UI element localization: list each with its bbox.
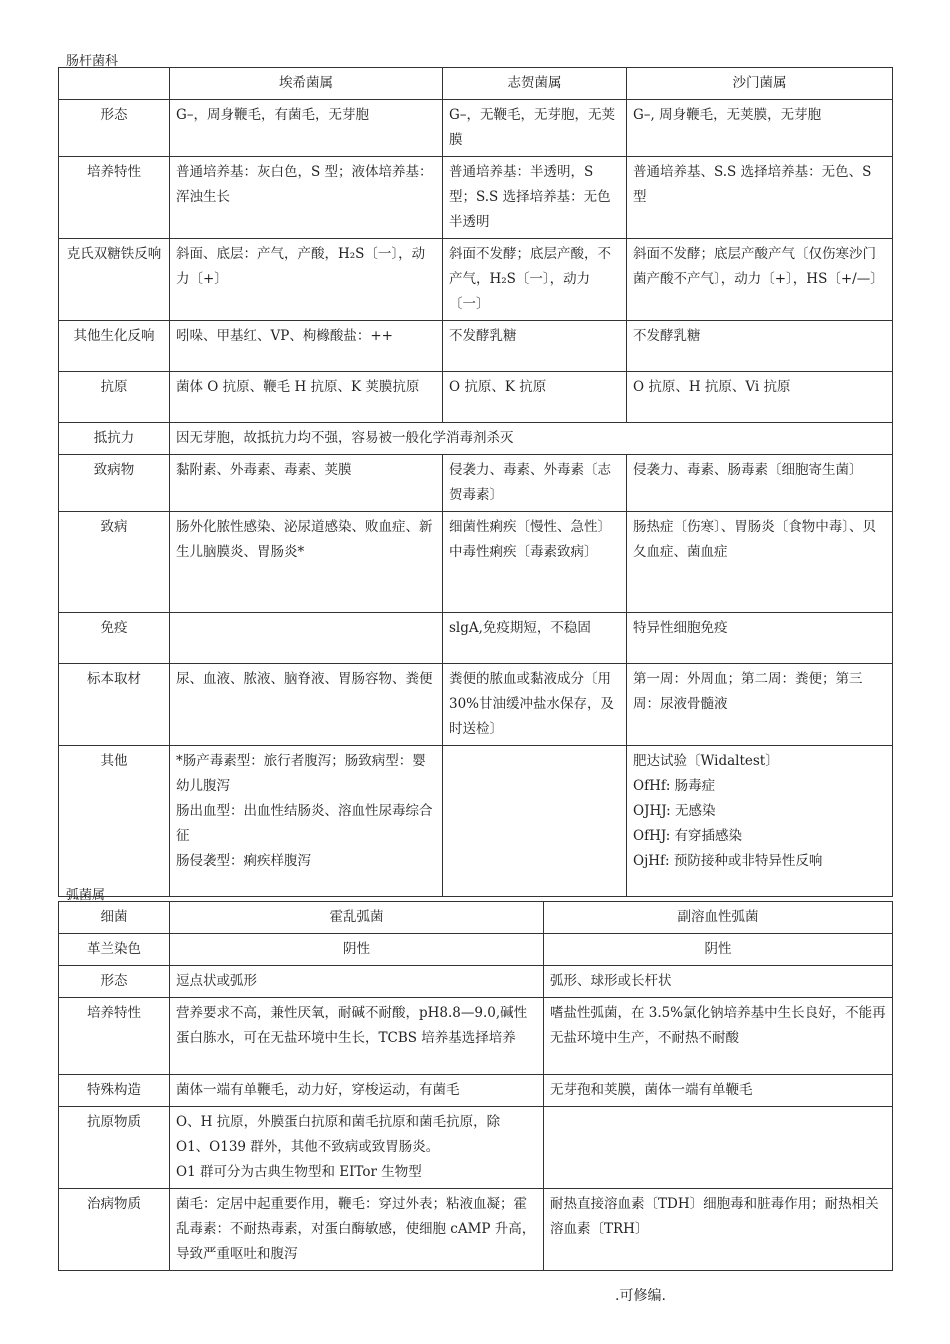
- cell: [627, 372, 893, 423]
- cell-text: *肠产毒素型：旅行者腹泻；肠致病型：婴幼儿腹泻: [176, 753, 426, 794]
- row-label: 标本取材: [59, 664, 170, 746]
- cell-text: OfHJ: 有穿插感染: [633, 828, 743, 844]
- header-vibrio-parahaemolyticus: 副溶血性弧菌: [544, 902, 893, 934]
- row-label: 形态: [59, 966, 170, 998]
- row-label: 其他: [59, 746, 170, 897]
- cell: 菌体一端有单鞭毛，动力好，穿梭运动，有菌毛: [170, 1075, 544, 1107]
- cell-text: 特异性细胞免疫: [633, 620, 728, 636]
- row-label: 抵抗力: [59, 423, 170, 455]
- cell-text: G–, 周身鞭毛，无荚膜，无芽胞: [633, 107, 822, 123]
- cell: [170, 372, 443, 423]
- cell: [170, 664, 443, 746]
- cell: [544, 1107, 893, 1189]
- row-label: 致病物: [59, 455, 170, 512]
- cell-text: 侵袭力、毒素、肠毒素〔细胞寄生菌〕: [633, 462, 863, 478]
- cell-text: 侵袭力、毒素、外毒素〔志贺毒素〕: [449, 462, 611, 503]
- cell: [443, 157, 627, 239]
- cell-text: 普通培养基：半透明，S型；S.S 选择培养基：无色半透明: [449, 164, 611, 230]
- cell: 嗜盐性弧菌，在 3.5%氯化钠培养基中生长良好，不能再无盐环境中生产，不耐热不耐酸: [544, 998, 893, 1075]
- cell: [443, 455, 627, 512]
- cell: [443, 239, 627, 321]
- cell-text: 斜面不发酵；底层产酸产气〔仅伤寒沙门菌产酸不产气〕，动力〔+〕，HS〔+/—〕: [633, 246, 884, 287]
- cell: 阴性: [544, 934, 893, 966]
- cell: [170, 321, 443, 372]
- cell: [627, 512, 893, 613]
- cell: [170, 157, 443, 239]
- cell-text: G–，无鞭毛，无芽胞，无荚膜: [449, 107, 616, 148]
- row-label: 克氏双糖铁反响: [59, 239, 170, 321]
- cell: [443, 100, 627, 157]
- cell-text: OjHf: 预防接种或非特异性反响: [633, 853, 823, 869]
- header-bacteria: 细菌: [59, 902, 170, 934]
- cell-text: O 抗原、K 抗原: [449, 379, 547, 395]
- cell-text: 普通培养基、S.S 选择培养基：无色、S 型: [633, 164, 872, 205]
- cell-text: 尿、血液、脓液、脑脊液、胃肠容物、粪便: [176, 671, 433, 687]
- cell: 无芽孢和荚膜，菌体一端有单鞭毛: [544, 1075, 893, 1107]
- row-label: 致病: [59, 512, 170, 613]
- cell: [627, 455, 893, 512]
- cell: 菌毛：定居中起重要作用，鞭毛：穿过外表；粘液血凝；霍乱毒素：不耐热毒素，对蛋白酶敏感，使细胞 cAMP 升高，导致严重呕吐和腹泻: [170, 1189, 544, 1271]
- cell: 弧形、球形或长杆状: [544, 966, 893, 998]
- cell: [170, 512, 443, 613]
- cell: [627, 321, 893, 372]
- cell: [443, 746, 627, 897]
- vibrio-table: [58, 901, 893, 1271]
- cell: [627, 664, 893, 746]
- cell: [170, 239, 443, 321]
- cell-text: 因无芽胞，故抵抗力均不强，容易被一般化学消毒剂杀灭: [176, 430, 514, 446]
- cell-text: 第一周：外周血；第二周：粪便；第三周：尿液骨髓液: [633, 671, 863, 712]
- cell: [627, 239, 893, 321]
- cell-text: slgA,免疫期短，不稳固: [449, 620, 591, 636]
- row-label: 培养特性: [59, 998, 170, 1075]
- cell-text: 肠出血型：出血性结肠炎、溶血性尿毒综合征: [176, 803, 433, 844]
- row-label: 培养特性: [59, 157, 170, 239]
- cell-text: 黏附素、外毒素、毒素、荚膜: [176, 462, 352, 478]
- enterobacteriaceae-table: [58, 67, 893, 897]
- cell-text: 粪便的脓血或黏液成分〔用 30%甘油缓冲盐水保存，及时送检〕: [449, 671, 615, 737]
- cell: [443, 372, 627, 423]
- section2-title: 弧菌属: [66, 888, 106, 903]
- header-vibrio-cholerae: 霍乱弧菌: [170, 902, 544, 934]
- cell-text: 斜面不发酵；底层产酸，不产气，H₂S〔一〕，动力〔一〕: [449, 246, 611, 312]
- cell: [627, 100, 893, 157]
- header-escherichia: 埃希菌属: [170, 68, 443, 100]
- cell: [170, 455, 443, 512]
- cell: [627, 613, 893, 664]
- cell-text: OfHf: 肠毒症: [633, 778, 716, 794]
- cell: [170, 613, 443, 664]
- row-label: 革兰染色: [59, 934, 170, 966]
- cell: [627, 746, 893, 897]
- section1-title: 肠杆菌科: [66, 54, 119, 69]
- cell-text: 肠热症〔伤寒〕、胃肠炎〔食物中毒〕、贝夂血症、菌血症: [633, 519, 876, 560]
- cell: [443, 664, 627, 746]
- cell-text: 吲哚、甲基红、VP、枸橼酸盐：++: [176, 328, 393, 344]
- cell: 阴性: [170, 934, 544, 966]
- cell: [443, 512, 627, 613]
- row-label: 治病物质: [59, 1189, 170, 1271]
- cell: [443, 613, 627, 664]
- cell: [627, 157, 893, 239]
- cell-text: O1 群可分为古典生物型和 EITor 生物型: [176, 1164, 422, 1180]
- footer-note: .可修编.: [615, 1288, 666, 1304]
- cell-span: [170, 423, 893, 455]
- cell-text: O 抗原、H 抗原、Vi 抗原: [633, 379, 791, 395]
- cell-text: OJHJ: 无感染: [633, 803, 716, 819]
- row-label: 免疫: [59, 613, 170, 664]
- cell-text: 肠侵袭型：痢疾样腹泻: [176, 853, 311, 869]
- cell: [170, 1107, 544, 1189]
- cell-text: 细菌性痢疾〔慢性、急性〕: [449, 519, 611, 535]
- row-label: 形态: [59, 100, 170, 157]
- header-shigella: 志贺菌属: [443, 68, 627, 100]
- header-cell: [59, 68, 170, 100]
- row-label: 抗原: [59, 372, 170, 423]
- row-label: 特殊构造: [59, 1075, 170, 1107]
- cell-text: 不发酵乳糖: [449, 328, 517, 344]
- cell-text: 斜面、底层：产气，产酸，H₂S〔一〕，动力〔+〕: [176, 246, 426, 287]
- row-label: 其他生化反响: [59, 321, 170, 372]
- cell-text: 肠外化脓性感染、泌尿道感染、败血症、新生儿脑膜炎、胃肠炎*: [176, 519, 433, 560]
- cell: [170, 100, 443, 157]
- cell-text: 普通培养基：灰白色，S 型；液体培养基：浑浊生长: [176, 164, 433, 205]
- cell-text: 中毒性痢疾〔毒素致病〕: [449, 544, 598, 560]
- cell-text: 肥达试验〔Widaltest〕: [633, 753, 779, 769]
- cell-text: 菌体 O 抗原、鞭毛 H 抗原、K 荚膜抗原: [176, 379, 420, 395]
- cell: 营养要求不高，兼性厌氧，耐碱不耐酸，pH8.8—9.0,碱性蛋白胨水，可在无盐环境中生长，TCBS 培养基选择培养: [170, 998, 544, 1075]
- cell: 逗点状或弧形: [170, 966, 544, 998]
- cell-text: O、H 抗原，外膜蛋白抗原和菌毛抗原和菌毛抗原，除 O1、O139 群外，其他不致病或致胃肠炎。: [176, 1114, 501, 1155]
- cell-text: 不发酵乳糖: [633, 328, 701, 344]
- cell-text: G–，周身鞭毛，有菌毛，无芽胞: [176, 107, 370, 123]
- header-salmonella: 沙门菌属: [627, 68, 893, 100]
- row-label: 抗原物质: [59, 1107, 170, 1189]
- cell: 耐热直接溶血素〔TDH〕细胞毒和脏毒作用；耐热相关溶血素〔TRH〕: [544, 1189, 893, 1271]
- cell: [443, 321, 627, 372]
- cell: [170, 746, 443, 897]
